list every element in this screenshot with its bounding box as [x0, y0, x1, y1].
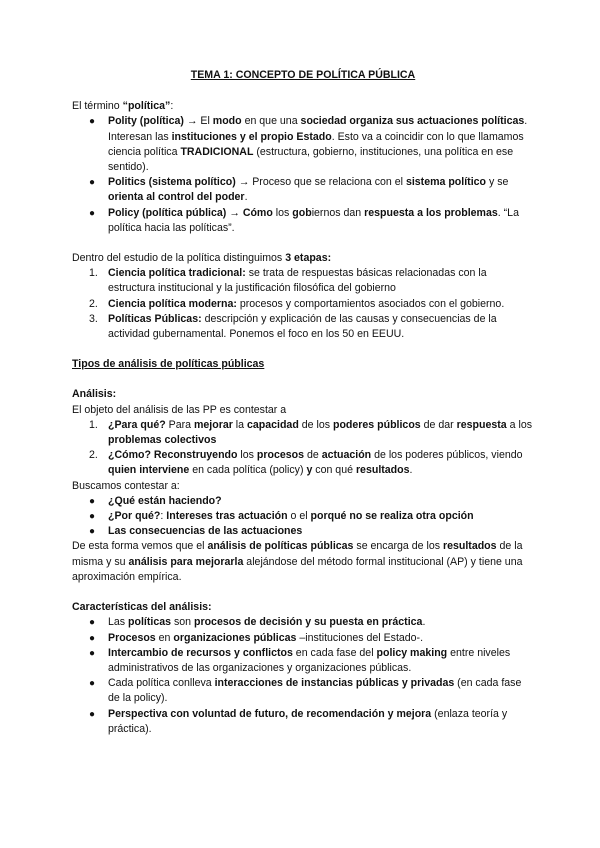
list-item-text [108, 708, 507, 735]
list-item [72, 676, 534, 706]
bold-text: Las consecuencias de las actuaciones [108, 525, 303, 538]
list-item-text [108, 449, 523, 476]
list-item-text [108, 495, 222, 507]
text-run: en que una [241, 115, 301, 128]
text-run: de los [298, 418, 333, 431]
text-run: a los [506, 418, 533, 431]
bold-text: Ciencia política moderna: [108, 297, 237, 310]
text-run: (estructura, gobierno, instituciones, una política en ese sentido). [108, 145, 514, 174]
text-run: (en cada fase de la policy). [108, 677, 522, 705]
text-run: iernos dan [311, 206, 365, 219]
bold-text: resultados [355, 464, 410, 477]
list-item [72, 707, 534, 737]
text-run: y se [486, 176, 509, 189]
bullet-icon: ● [89, 632, 96, 644]
list-number: 1. [89, 267, 98, 280]
text-run: de dar [420, 418, 457, 431]
list-number: 1. [89, 418, 98, 431]
bold-text: procesos [256, 449, 305, 462]
bullet-icon: ● [89, 678, 96, 690]
bullet-icon: ● [89, 495, 96, 507]
list-item-text [108, 525, 302, 537]
bold-text: Ciencia política tradicional: [108, 267, 246, 280]
list-item [72, 418, 534, 448]
text-run: Cada política conlleva [108, 677, 215, 690]
text-run: la [232, 418, 247, 431]
intro-paragraph [72, 99, 534, 114]
bold-text: Politics (sistema político) [108, 176, 236, 189]
bold-text: Cómo [242, 206, 273, 219]
conclusion-paragraph [72, 539, 534, 585]
text-run: El término [72, 100, 123, 113]
bold-text: 3 etapas: [285, 252, 332, 265]
bold-text: orienta al control del poder [108, 191, 245, 204]
text-run: los [272, 206, 293, 219]
list-item [72, 494, 534, 509]
list-item [72, 114, 534, 175]
bullet-icon: ● [89, 647, 96, 659]
bold-text: quien interviene [108, 464, 190, 477]
list-item-text [108, 616, 425, 628]
list-item [72, 509, 534, 524]
stages-intro [72, 251, 534, 266]
bold-text: TRADICIONAL [180, 145, 254, 158]
list-item [72, 206, 534, 236]
text-run: . Esto va a coincidir con lo que llamamos ciencia política [108, 130, 524, 158]
bold-text: respuesta a los problemas [364, 206, 498, 219]
bold-text: políticas [128, 616, 172, 629]
list-item [72, 266, 534, 296]
text-run: → Proceso que se relaciona con el [235, 176, 406, 189]
text-run: en cada política (policy) [189, 464, 307, 477]
seek-intro: Buscamos contestar a: [72, 479, 180, 492]
bold-text: Perspectiva con voluntad de futuro, de recomendación y mejora [108, 707, 432, 720]
bullet-icon: ● [89, 177, 96, 189]
features-list [72, 615, 534, 737]
bold-text: análisis para mejorarla [128, 555, 244, 568]
seek-list [72, 494, 534, 540]
text-run: procesos y comportamientos asociados con el gobierno. [236, 297, 505, 310]
text-run: descripción y explicación de las causas y consecuencias de la actividad gubernamental. Ponemos el foco en los 50 en EEUU. [108, 312, 497, 341]
list-item-text [108, 632, 423, 644]
bold-text: ¿Qué están haciendo? [108, 494, 222, 507]
bold-text: Políticas Públicas: [108, 312, 202, 325]
features-heading: Características del análisis: [72, 601, 212, 614]
bold-text: Intereses tras actuación [166, 510, 288, 523]
bold-text: organizaciones públicas [173, 631, 297, 644]
list-item-text [108, 298, 504, 310]
questions-list [72, 418, 534, 479]
bullet-icon: ● [89, 708, 96, 720]
analysis-object: El objeto del análisis de las PP es contestar a [72, 403, 287, 416]
text-run: se encarga de los [353, 540, 443, 553]
bold-text: Polity (política) [108, 115, 184, 128]
list-item [72, 524, 534, 539]
list-item [72, 615, 534, 630]
text-run: : [160, 510, 167, 523]
bold-text: mejorar [193, 418, 233, 431]
text-run: de los poderes públicos, viendo [371, 449, 523, 462]
bold-text: Policy (política pública) [108, 206, 227, 219]
text-run: con qué [312, 464, 356, 477]
bold-text: capacidad [246, 418, 299, 431]
list-item-text [108, 647, 510, 674]
text-run: → [226, 206, 243, 219]
bold-text: Intercambio de recursos y conflictos [108, 646, 293, 659]
text-run: . Interesan las [108, 115, 528, 143]
document-page [72, 68, 534, 737]
list-item-text [108, 267, 487, 294]
bullet-icon: ● [89, 116, 96, 128]
list-number: 2. [89, 297, 98, 310]
list-item-text [108, 176, 508, 203]
text-run: son [171, 616, 194, 629]
bold-text: procesos de decisión y su puesta en práctica [193, 616, 423, 629]
bullet-icon: ● [89, 511, 96, 523]
text-run: en [155, 631, 174, 644]
text-run: De esta forma vemos que el [72, 540, 208, 553]
bullet-icon: ● [89, 617, 96, 629]
text-run: → El [183, 115, 213, 128]
bold-text: gob [292, 206, 312, 219]
text-run: en cada fase del [292, 646, 377, 659]
bold-text: “política” [122, 100, 171, 113]
text-run: . “La política hacia las políticas”. [108, 206, 519, 234]
terms-list [72, 114, 534, 236]
bold-text: sociedad organiza sus actuaciones políticas [300, 115, 525, 128]
bold-text: ¿Cómo? Reconstruyendo [108, 449, 238, 462]
list-item [72, 646, 534, 676]
list-number: 3. [89, 312, 98, 325]
bold-text: actuación [321, 449, 372, 462]
bold-text: poderes públicos [332, 418, 421, 431]
list-item-text [108, 419, 532, 446]
text-run: . [422, 616, 426, 629]
list-item-text [108, 313, 497, 340]
bold-text: ¿Para qué? [108, 418, 166, 431]
list-item [72, 448, 534, 478]
bullet-icon: ● [89, 207, 96, 219]
bold-text: problemas colectivos [108, 434, 217, 447]
bold-text: modo [212, 115, 242, 128]
text-run: . [244, 191, 248, 204]
bold-text: Procesos [108, 631, 156, 644]
text-run: (enlaza teoría y práctica). [108, 707, 508, 735]
list-item [72, 297, 534, 312]
text-run: . [409, 464, 413, 477]
bold-text: sistema político [405, 176, 487, 189]
bold-text: policy making [376, 646, 448, 659]
text-run: de la misma y su [72, 540, 523, 568]
list-number: 2. [89, 449, 98, 462]
list-item [72, 631, 534, 646]
text-run: alejándose del método formal institucional (AP) y tiene una aproximación empírica. [72, 555, 523, 583]
bold-text: ¿Por qué? [108, 510, 161, 523]
text-run: entre niveles administrativos de las organizaciones y organizaciones públicas. [108, 646, 511, 674]
list-item-text [108, 115, 527, 173]
list-item-text [108, 510, 474, 522]
document-title: TEMA 1: CONCEPTO DE POLÍTICA PÚBLICA [190, 69, 416, 81]
text-run: o el [287, 510, 311, 523]
bold-text: interacciones de instancias públicas y privadas [214, 677, 455, 690]
text-run: : [170, 100, 174, 113]
list-item-text [108, 677, 521, 704]
bold-text: análisis de políticas públicas [207, 540, 354, 553]
list-item [72, 175, 534, 205]
stages-list [72, 266, 534, 342]
text-run: los [237, 449, 257, 462]
text-run: se trata de respuestas básicas relacionadas con la estructura institucional y la justificación filosófica del gobierno [108, 267, 487, 295]
text-run: de [304, 449, 322, 462]
bold-text: resultados [442, 540, 497, 553]
bold-text: porqué no se realiza otra opción [310, 510, 474, 523]
text-run: –instituciones del Estado-. [296, 631, 424, 644]
bold-text: respuesta [456, 418, 507, 431]
text-run: Las [108, 616, 129, 629]
bold-text: instituciones y el propio Estado [171, 130, 332, 143]
bullet-icon: ● [89, 526, 96, 538]
analysis-types-heading: Tipos de análisis de políticas públicas [72, 358, 265, 371]
list-item [72, 312, 534, 342]
text-run: Dentro del estudio de la política distinguimos [72, 252, 286, 265]
bold-text: y [306, 464, 313, 477]
text-run: Para [165, 418, 194, 431]
list-item-text [108, 207, 519, 234]
analysis-heading: Análisis: [72, 388, 117, 401]
